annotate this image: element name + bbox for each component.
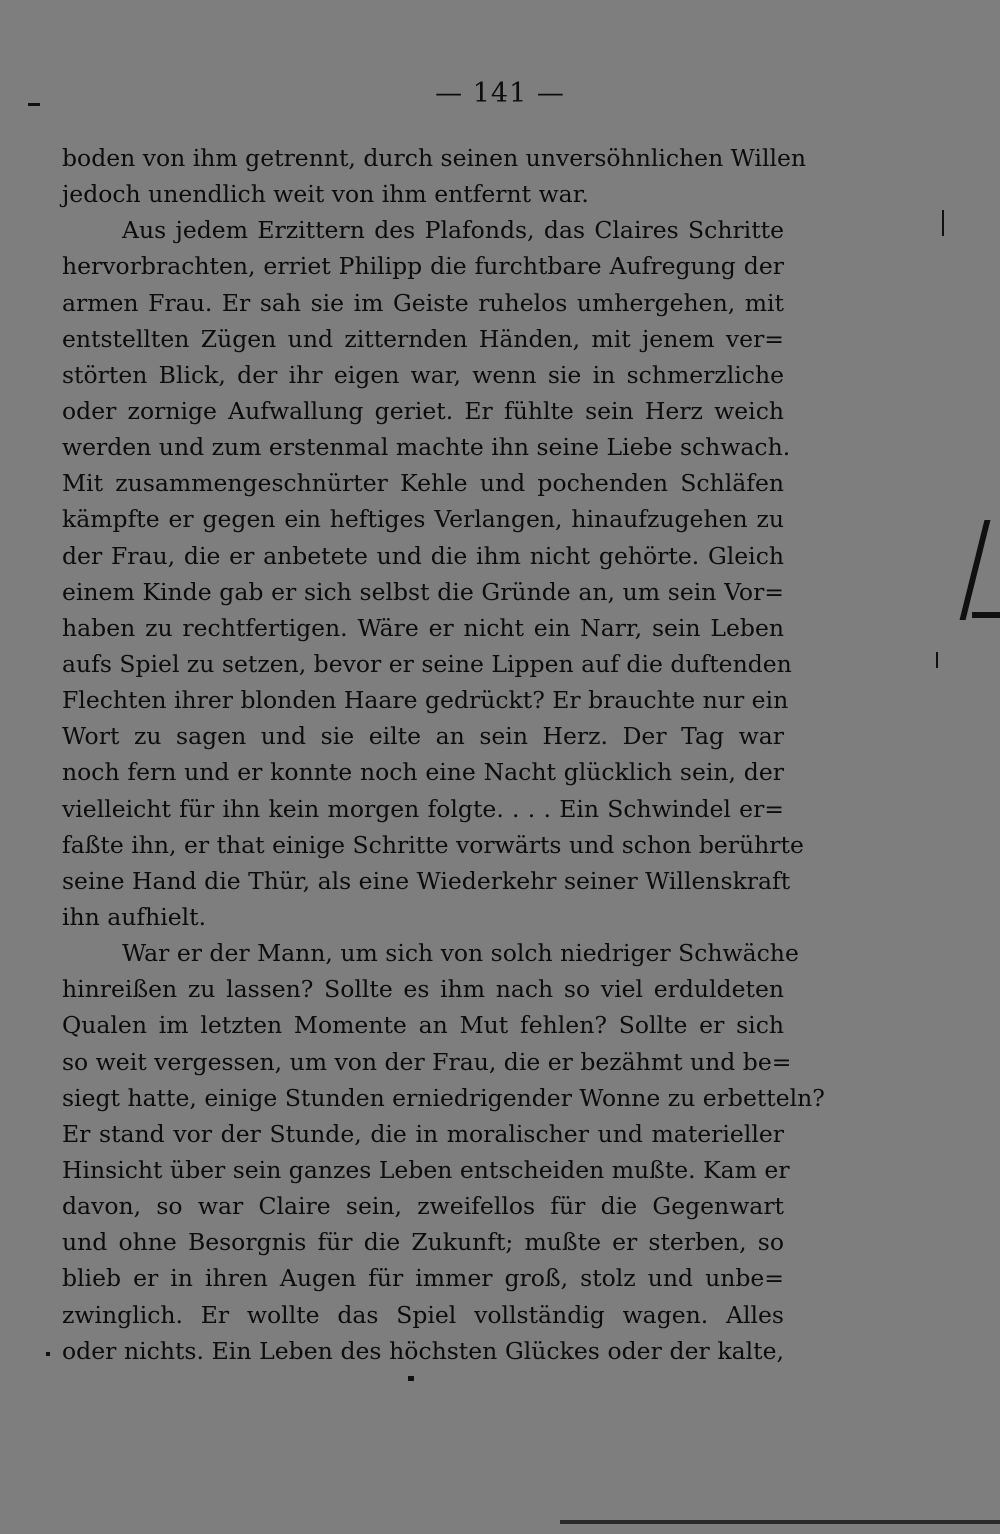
text-line: störten Blick, der ihr eigen war, wenn sie in schmerzliche: [62, 360, 784, 389]
text-line: Flechten ihrer blonden Haare gedrückt? Er brauchte nur ein: [62, 686, 789, 715]
text-line: Aus jedem Erzittern des Plafonds, das Claires Schritte: [122, 216, 784, 245]
margin-mark: [972, 612, 1000, 618]
text-line: vielleicht für ihn kein morgen folgte. . . . Ein Schwindel er=: [62, 794, 784, 823]
margin-mark: [46, 1352, 50, 1356]
margin-mark: [408, 1376, 414, 1381]
text-line: Hinsicht über sein ganzes Leben entscheiden mußte. Kam er: [62, 1155, 790, 1184]
text-line: faßte ihn, er that einige Schritte vorwärts und schon berührte: [62, 830, 804, 859]
text-line: entstellten Zügen und zitternden Händen, mit jenem ver=: [62, 324, 784, 353]
margin-mark: [28, 103, 40, 106]
text-line: hervorbrachten, erriet Philipp die furchtbare Aufregung der: [62, 252, 784, 281]
page-number-header: — 141 —: [435, 78, 565, 109]
body-text: [62, 140, 825, 1369]
text-line: armen Frau. Er sah sie im Geiste ruhelos umhergehen, mit: [62, 288, 784, 317]
text-line: Qualen im letzten Momente an Mut fehlen? Sollte er sich: [62, 1011, 784, 1040]
text-line: hinreißen zu lassen? Sollte es ihm nach so viel erduldeten: [62, 975, 784, 1004]
text-line: Er stand vor der Stunde, die in moralischer und materieller: [62, 1119, 784, 1148]
text-line: aufs Spiel zu setzen, bevor er seine Lippen auf die duftenden: [62, 649, 792, 678]
text-line: der Frau, die er anbetete und die ihm nicht gehörte. Gleich: [62, 541, 784, 570]
text-line: ihn aufhielt.: [62, 902, 207, 931]
text-line: siegt hatte, einige Stunden erniedrigender Wonne zu erbetteln?: [62, 1083, 825, 1112]
text-line: Mit zusammengeschnürter Kehle und pochenden Schläfen: [62, 469, 784, 498]
text-line: jedoch unendlich weit von ihm entfernt war.: [62, 180, 589, 209]
text-line: seine Hand die Thür, als eine Wiederkehr seiner Willenskraft: [62, 866, 791, 895]
bottom-edge-rule: [560, 1520, 1000, 1524]
text-line: haben zu rechtfertigen. Wäre er nicht ein Narr, sein Leben: [62, 613, 784, 642]
text-line: boden von ihm getrennt, durch seinen unversöhnlichen Willen: [62, 144, 807, 172]
text-line: einem Kinde gab er sich selbst die Gründe an, um sein Vor=: [62, 577, 784, 606]
text-line: oder zornige Aufwallung geriet. Er fühlte sein Herz weich: [62, 396, 784, 425]
text-line: blieb er in ihren Augen für immer groß, stolz und unbe=: [62, 1264, 784, 1293]
text-line: zwinglich. Er wollte das Spiel vollständig wagen. Alles: [62, 1300, 784, 1329]
text-line: davon, so war Claire sein, zweifellos für die Gegenwart: [62, 1192, 784, 1221]
text-line: noch fern und er konnte noch eine Nacht glücklich sein, der: [62, 758, 784, 787]
text-line: kämpfte er gegen ein heftiges Verlangen, hinaufzugehen zu: [62, 505, 784, 534]
text-line: oder nichts. Ein Leben des höchsten Glückes oder der kalte,: [62, 1336, 784, 1365]
text-line: War er der Mann, um sich von solch niedriger Schwäche: [122, 939, 799, 968]
text-line: Wort zu sagen und sie eilte an sein Herz. Der Tag war: [62, 722, 784, 751]
margin-mark: [936, 652, 938, 668]
margin-mark: [942, 210, 944, 236]
text-line: werden und zum erstenmal machte ihn seine Liebe schwach.: [62, 433, 791, 462]
text-line: so weit vergessen, um von der Frau, die er bezähmt und be=: [62, 1047, 792, 1076]
margin-mark: [960, 520, 991, 620]
text-line: und ohne Besorgnis für die Zukunft; mußte er sterben, so: [62, 1228, 784, 1257]
